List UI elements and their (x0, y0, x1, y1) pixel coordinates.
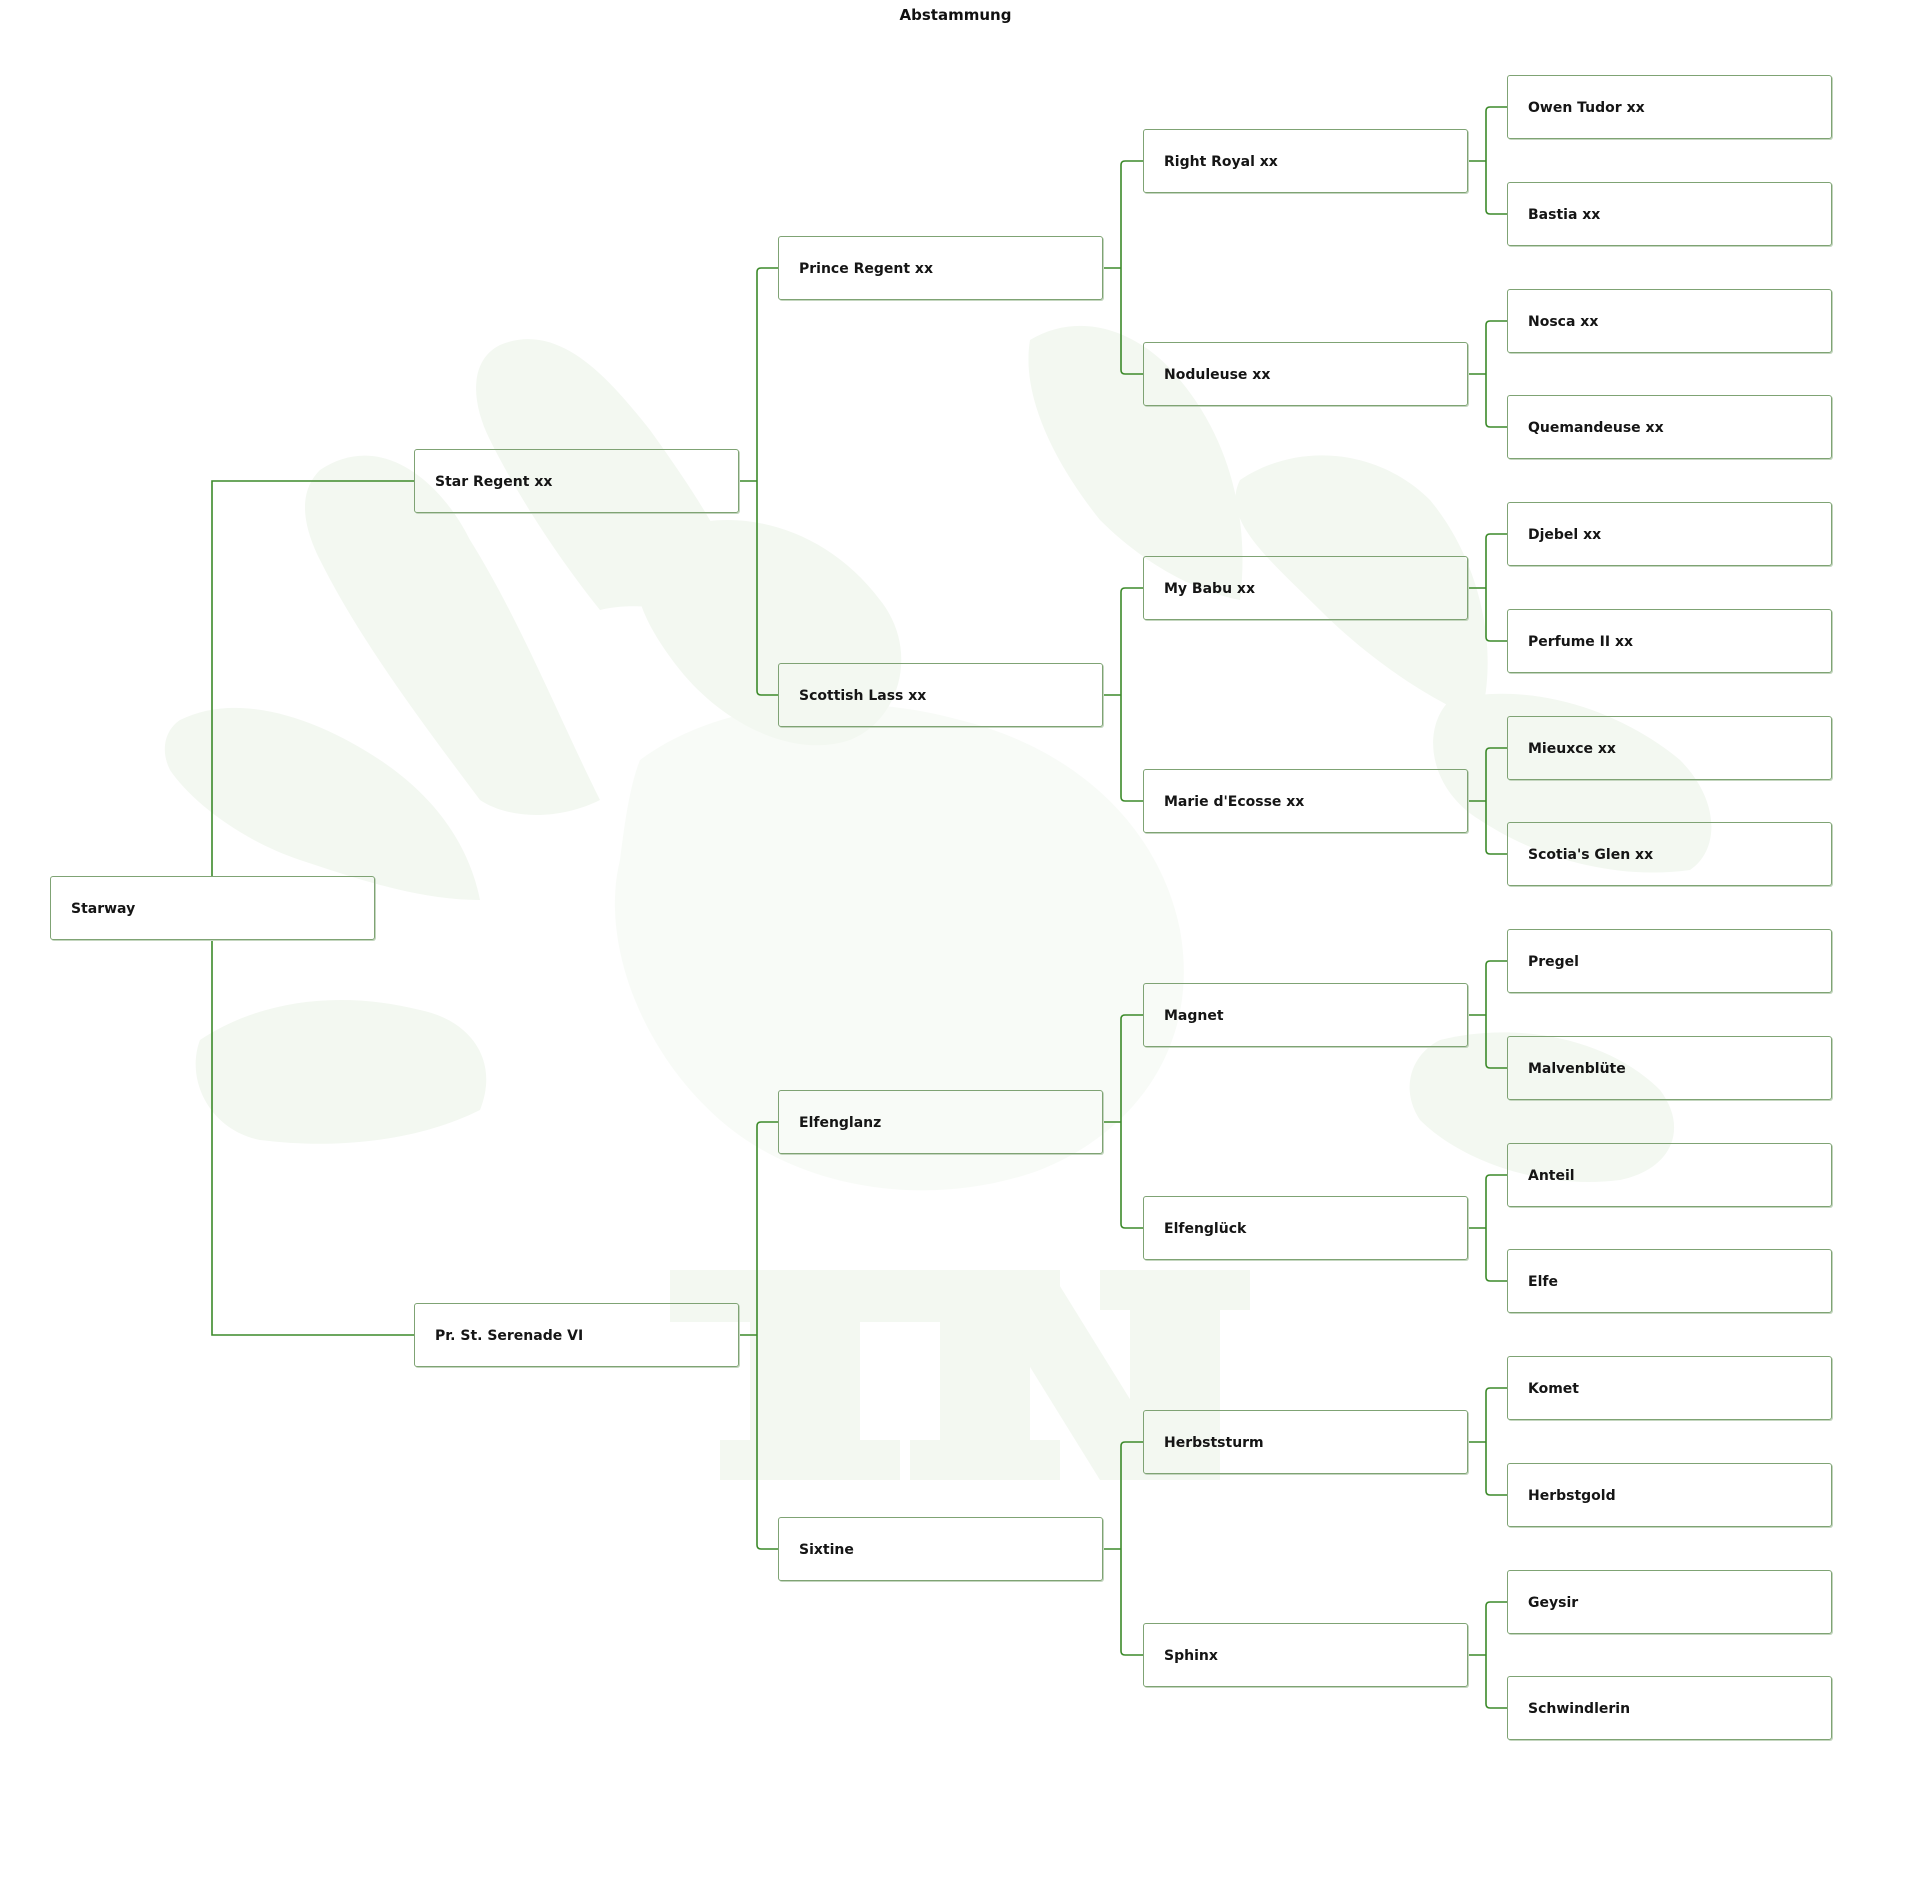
gen3-box-5[interactable] (1143, 983, 1468, 1047)
connector-sire-bracket (757, 268, 778, 695)
gen4-box-14[interactable] (1507, 1463, 1832, 1527)
dam-box[interactable] (414, 1303, 739, 1367)
gen3-name: My Babu xx (1164, 581, 1255, 597)
sire-name: Star Regent xx (435, 474, 553, 490)
gen4-box-6[interactable] (1507, 609, 1832, 673)
gen4-box-11[interactable] (1507, 1143, 1832, 1207)
connector-subject-sire (212, 481, 414, 876)
gen3-name: Magnet (1164, 1008, 1224, 1024)
gen4-name: Schwindlerin (1528, 1701, 1631, 1717)
gen4-name: Geysir (1528, 1595, 1579, 1611)
connector-g2-1-bracket (1121, 161, 1143, 374)
sire-sire-name: Prince Regent xx (799, 261, 933, 277)
gen4-name: Herbstgold (1528, 1488, 1616, 1504)
connector-g3-1-bracket (1486, 107, 1507, 214)
gen4-name: Mieuxce xx (1528, 741, 1616, 757)
dam-sire-name: Elfenglanz (799, 1115, 882, 1131)
subject-box[interactable] (50, 876, 375, 940)
gen4-box-12[interactable] (1507, 1249, 1832, 1313)
gen4-name: Malvenblüte (1528, 1061, 1626, 1077)
gen4-name: Elfe (1528, 1274, 1558, 1290)
gen4-name: Komet (1528, 1381, 1579, 1397)
dam-dam-name: Sixtine (799, 1542, 854, 1558)
sire-dam-box[interactable] (778, 663, 1103, 727)
gen3-box-6[interactable] (1143, 1196, 1468, 1260)
connector-subject-dam (212, 940, 414, 1335)
gen4-name: Quemandeuse xx (1528, 420, 1664, 436)
connector-g3-4-bracket (1486, 748, 1507, 854)
gen4-box-8[interactable] (1507, 822, 1832, 886)
gen4-name: Nosca xx (1528, 314, 1599, 330)
connector-g2-2-bracket (1121, 588, 1143, 801)
gen4-box-10[interactable] (1507, 1036, 1832, 1100)
gen4-box-5[interactable] (1507, 502, 1832, 566)
gen3-box-1[interactable] (1143, 129, 1468, 193)
gen4-name: Pregel (1528, 954, 1579, 970)
gen4-box-7[interactable] (1507, 716, 1832, 780)
gen4-box-9[interactable] (1507, 929, 1832, 993)
gen4-box-16[interactable] (1507, 1676, 1832, 1740)
gen3-name: Herbststurm (1164, 1435, 1264, 1451)
dam-sire-box[interactable] (778, 1090, 1103, 1154)
sire-dam-name: Scottish Lass xx (799, 688, 927, 704)
connector-g3-7-bracket (1486, 1388, 1507, 1495)
gen3-name: Noduleuse xx (1164, 367, 1271, 383)
gen4-box-13[interactable] (1507, 1356, 1832, 1420)
connector-g2-4-bracket (1121, 1442, 1143, 1655)
gen3-name: Right Royal xx (1164, 154, 1278, 170)
gen3-box-4[interactable] (1143, 769, 1468, 833)
connector-g3-2-bracket (1486, 321, 1507, 427)
gen4-name: Owen Tudor xx (1528, 100, 1645, 116)
gen4-name: Anteil (1528, 1168, 1575, 1184)
gen3-box-7[interactable] (1143, 1410, 1468, 1474)
gen3-name: Marie d'Ecosse xx (1164, 794, 1305, 810)
sire-sire-box[interactable] (778, 236, 1103, 300)
dam-dam-box[interactable] (778, 1517, 1103, 1581)
connector-g3-8-bracket (1486, 1602, 1507, 1708)
connector-g3-3-bracket (1486, 534, 1507, 641)
diagram-title: Abstammung (899, 6, 1012, 24)
gen4-box-4[interactable] (1507, 395, 1832, 459)
gen3-box-2[interactable] (1143, 342, 1468, 406)
gen4-name: Perfume II xx (1528, 634, 1634, 650)
connector-g2-3-bracket (1121, 1015, 1143, 1228)
gen3-name: Elfenglück (1164, 1221, 1247, 1237)
connector-g3-5-bracket (1486, 961, 1507, 1068)
gen4-name: Djebel xx (1528, 527, 1602, 543)
dam-name: Pr. St. Serenade VI (435, 1328, 584, 1344)
gen3-box-3[interactable] (1143, 556, 1468, 620)
gen4-box-1[interactable] (1507, 75, 1832, 139)
gen4-box-15[interactable] (1507, 1570, 1832, 1634)
subject-name: Starway (71, 901, 136, 917)
gen4-name: Bastia xx (1528, 207, 1601, 223)
gen3-box-8[interactable] (1143, 1623, 1468, 1687)
sire-box[interactable] (414, 449, 739, 513)
connector-dam-bracket (757, 1122, 778, 1549)
connector-g3-6-bracket (1486, 1175, 1507, 1281)
gen4-name: Scotia's Glen xx (1528, 847, 1654, 863)
gen4-box-3[interactable] (1507, 289, 1832, 353)
gen3-name: Sphinx (1164, 1648, 1218, 1664)
gen4-box-2[interactable] (1507, 182, 1832, 246)
